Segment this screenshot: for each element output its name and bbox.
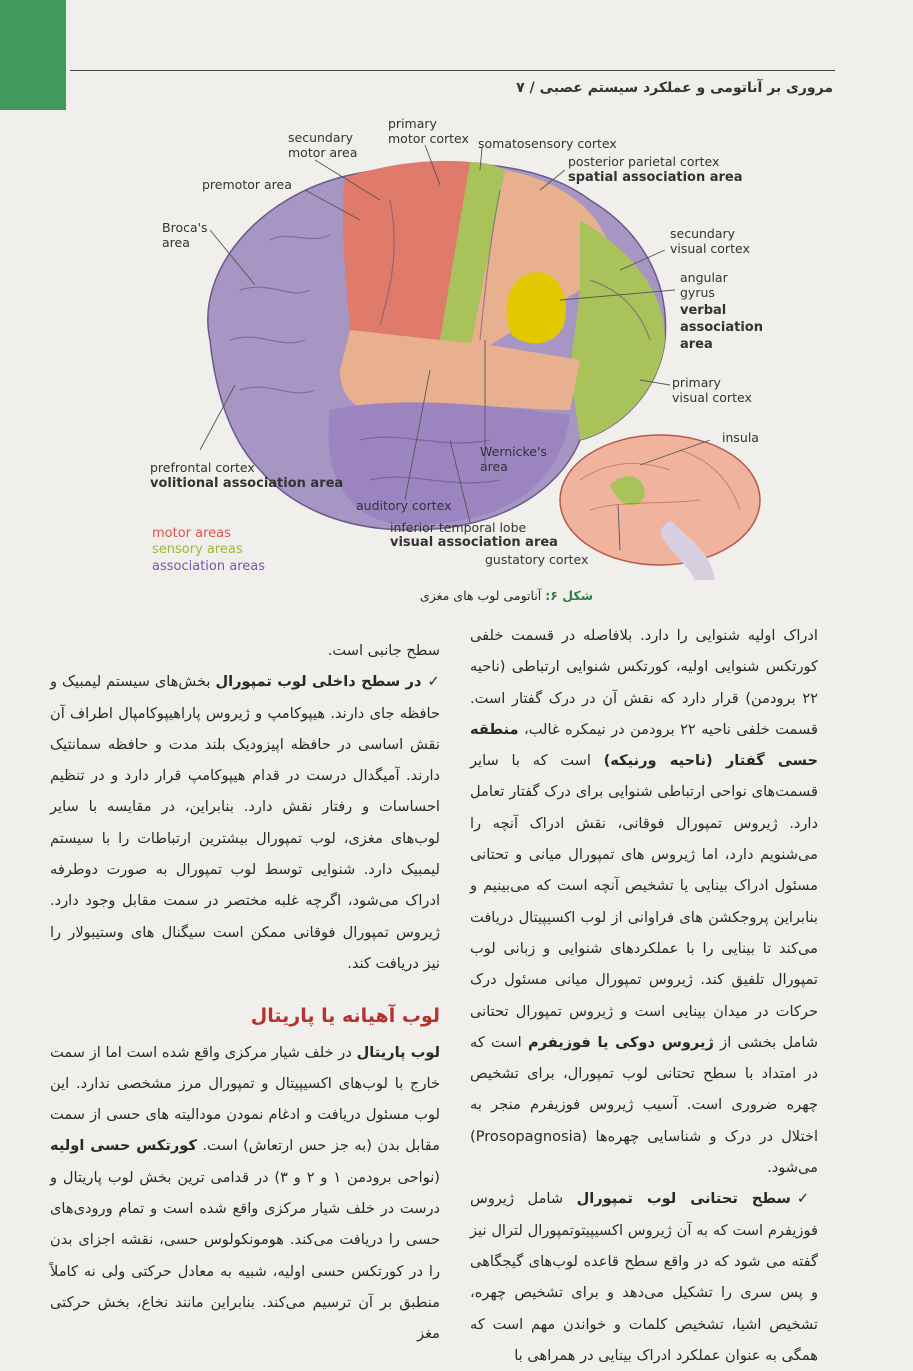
label-somatosensory: somatosensory cortex — [478, 136, 617, 151]
label-gustatory: gustatory cortex — [485, 552, 589, 567]
label-angular-gyrus: angular gyrus — [680, 270, 728, 300]
label-spatial-association: spatial association area — [568, 170, 743, 185]
label-premotor: premotor area — [202, 177, 292, 192]
check-icon: ✓ — [427, 673, 440, 691]
legend-sensory: sensory areas — [152, 542, 243, 557]
paragraph: ✓در سطح داخلی لوب تمپورال بخش‌های سیستم لیمبیک و حافظه جای دارند. هیپوکامپ و ژیروس پاراهیپوکامپال اطراف آن نقش اساسی در حافظه اپیزودیک بلند مدت و حافظه سمانتیک دارند. آمیگدال درست در قدام هیپوکامپ قرار دارد و در تنظیم احساسات و رفتار نقش دارد. بنابراین، در مقایسه با سایر لوب‌های مغزی، لوب تمپورال بیشترین ارتباطات را با سیستم لیمبیک دارد. شنوایی توسط لوب تمپورال به صورت دوطرفه ادراک می‌شود، اگرچه غلبه مختصر در سمت مقابل وجود دارد. ژیروس تمپورال فوقانی ممکن است سیگنال های وستیبولار را نیز دریافت کند. — [50, 673, 440, 972]
label-volitional: volitional association area — [150, 476, 344, 491]
label-insula: insula — [722, 430, 759, 445]
text-column-left — [50, 635, 440, 1350]
paragraph: لوب پاریتال در خلف شیار مرکزی واقع شده است اما از سمت خارج با لوب‌های اکسیپیتال و تمپورال مرز مشخصی ندارد. این لوب مسئول دریافت و ادغام نمودن مودالیته های حسی از سمت مقابل بدن (به جز حس ارتعاش) است. کورتکس حسی اولیه (نواحی برودمن ۱ و ۲ و ۳) در قدامی ترین بخش لوب پاریتال و درست در خلف شیار مرکزی واقع شده است و تمام ورودی‌های حسی را دریافت می‌کند. هومونکولوس حسی، نقشه اجزای بدن را در کورتکس حسی اولیه، شبیه به معادل حرکتی ولی نه کاملاً منطبق بر آن ترسیم می‌کند. بنابراین مانند نخاع، بخش حرکتی مغز — [50, 1043, 441, 1343]
label-posterior-parietal: posterior parietal cortex — [568, 154, 720, 169]
page-number: ۷ — [516, 80, 525, 96]
text-column-right — [470, 620, 818, 1371]
label-inferior-temporal: inferior temporal lobe — [390, 520, 527, 535]
brain-figure — [140, 110, 790, 590]
paragraph: ادراک اولیه شنوایی را دارد. بلافاصله در قسمت خلفی کورتکس شنوایی اولیه، کورتکس شنوایی ارتباطی (ناحیه ۲۲ برودمن) قرار دارد که نقش آن در درک گفتار است. قسمت خلفی ناحیه ۲۲ برودمن در نیمکره غالب، منطقه حسی گفتار (ناحیه ورنیکه) است که با سایر قسمت‌های نواحی ارتباطی شنوایی برای درک گفتار تعامل دارد. ژیروس تمپورال فوقانی، نقش ادراک آنچه را می‌شنویم دارد، اما ژیروس های تمپورال میانی و تحتانی مسئول ادراک بینایی یا تشخیص آنچه است که می‌بینیم و بنابراین پروجکشن های فراوانی از لوب اکسیپیتال دریافت می‌کند تا بینایی را با عملکردهای شنوایی و زبانی لوب تمپورال تلفیق کند. ژیروس تمپورال میانی مسئول درک حرکات در میدان بینایی است و ژیروس تمپورال تحتانی شامل بخشی از ژیروس دوکی یا فوزیفرم است که در امتداد با سطح تحتانی لوب تمپورال، برای تشخیص چهره ضروری است. آسیب ژیروس فوزیفرم منجر به اختلال در درک و شناسایی چهره‌ها (Prosopagnosia) می‌شود. — [470, 627, 819, 1177]
label-broca: Broca's area — [162, 220, 208, 250]
label-auditory: auditory cortex — [356, 498, 452, 513]
label-secundary-motor: secundary motor area — [288, 130, 358, 160]
section-heading: لوب آهیانه یا پاریتال — [250, 1005, 440, 1028]
header-title: مروری بر آناتومی و عملکرد سیستم عصبی — [539, 80, 833, 96]
label-verbal-association: verbal association area — [680, 303, 763, 352]
insula-brain — [560, 435, 760, 565]
legend-motor: motor areas — [152, 526, 231, 541]
caption-text: آناتومی لوب های مغزی — [419, 588, 542, 603]
label-visual-association: visual association area — [390, 535, 558, 550]
paragraph: سطح جانبی است. — [327, 642, 440, 659]
label-primary-motor: primary motor cortex — [388, 116, 469, 146]
header-rule — [70, 70, 835, 71]
chapter-tab — [0, 0, 66, 110]
visual-region — [570, 220, 665, 440]
caption-number: شکل ۶: — [545, 588, 593, 603]
running-header: مروری بر آناتومی و عملکرد سیستم عصبی / ۷ — [516, 80, 833, 96]
legend-association: association areas — [152, 559, 265, 574]
figure-caption — [420, 588, 593, 603]
angular-gyrus — [506, 272, 565, 343]
label-secundary-visual: secundary visual cortex — [670, 226, 750, 256]
label-primary-visual: primary visual cortex — [672, 375, 752, 405]
paragraph: ✓سطح تحتانی لوب تمپورال شامل ژیروس فوزیفرم است که به آن ژیروس اکسیپیتوتمپورال لترال نیز گفته می شود که در واقع سطح قاعده لوب‌های گیجگاهی و پس سری را تشکیل می‌دهد و برای تشخیص چهره، تشخیص اشیا، تشخیص کلمات و خواندن مهم است که همگی به عنوان عملکرد ادراک بینایی در همراهی با — [470, 1190, 818, 1364]
check-icon: ✓ — [796, 1190, 818, 1208]
label-prefrontal: prefrontal cortex — [150, 460, 255, 475]
label-wernicke: Wernicke's area — [480, 444, 547, 474]
